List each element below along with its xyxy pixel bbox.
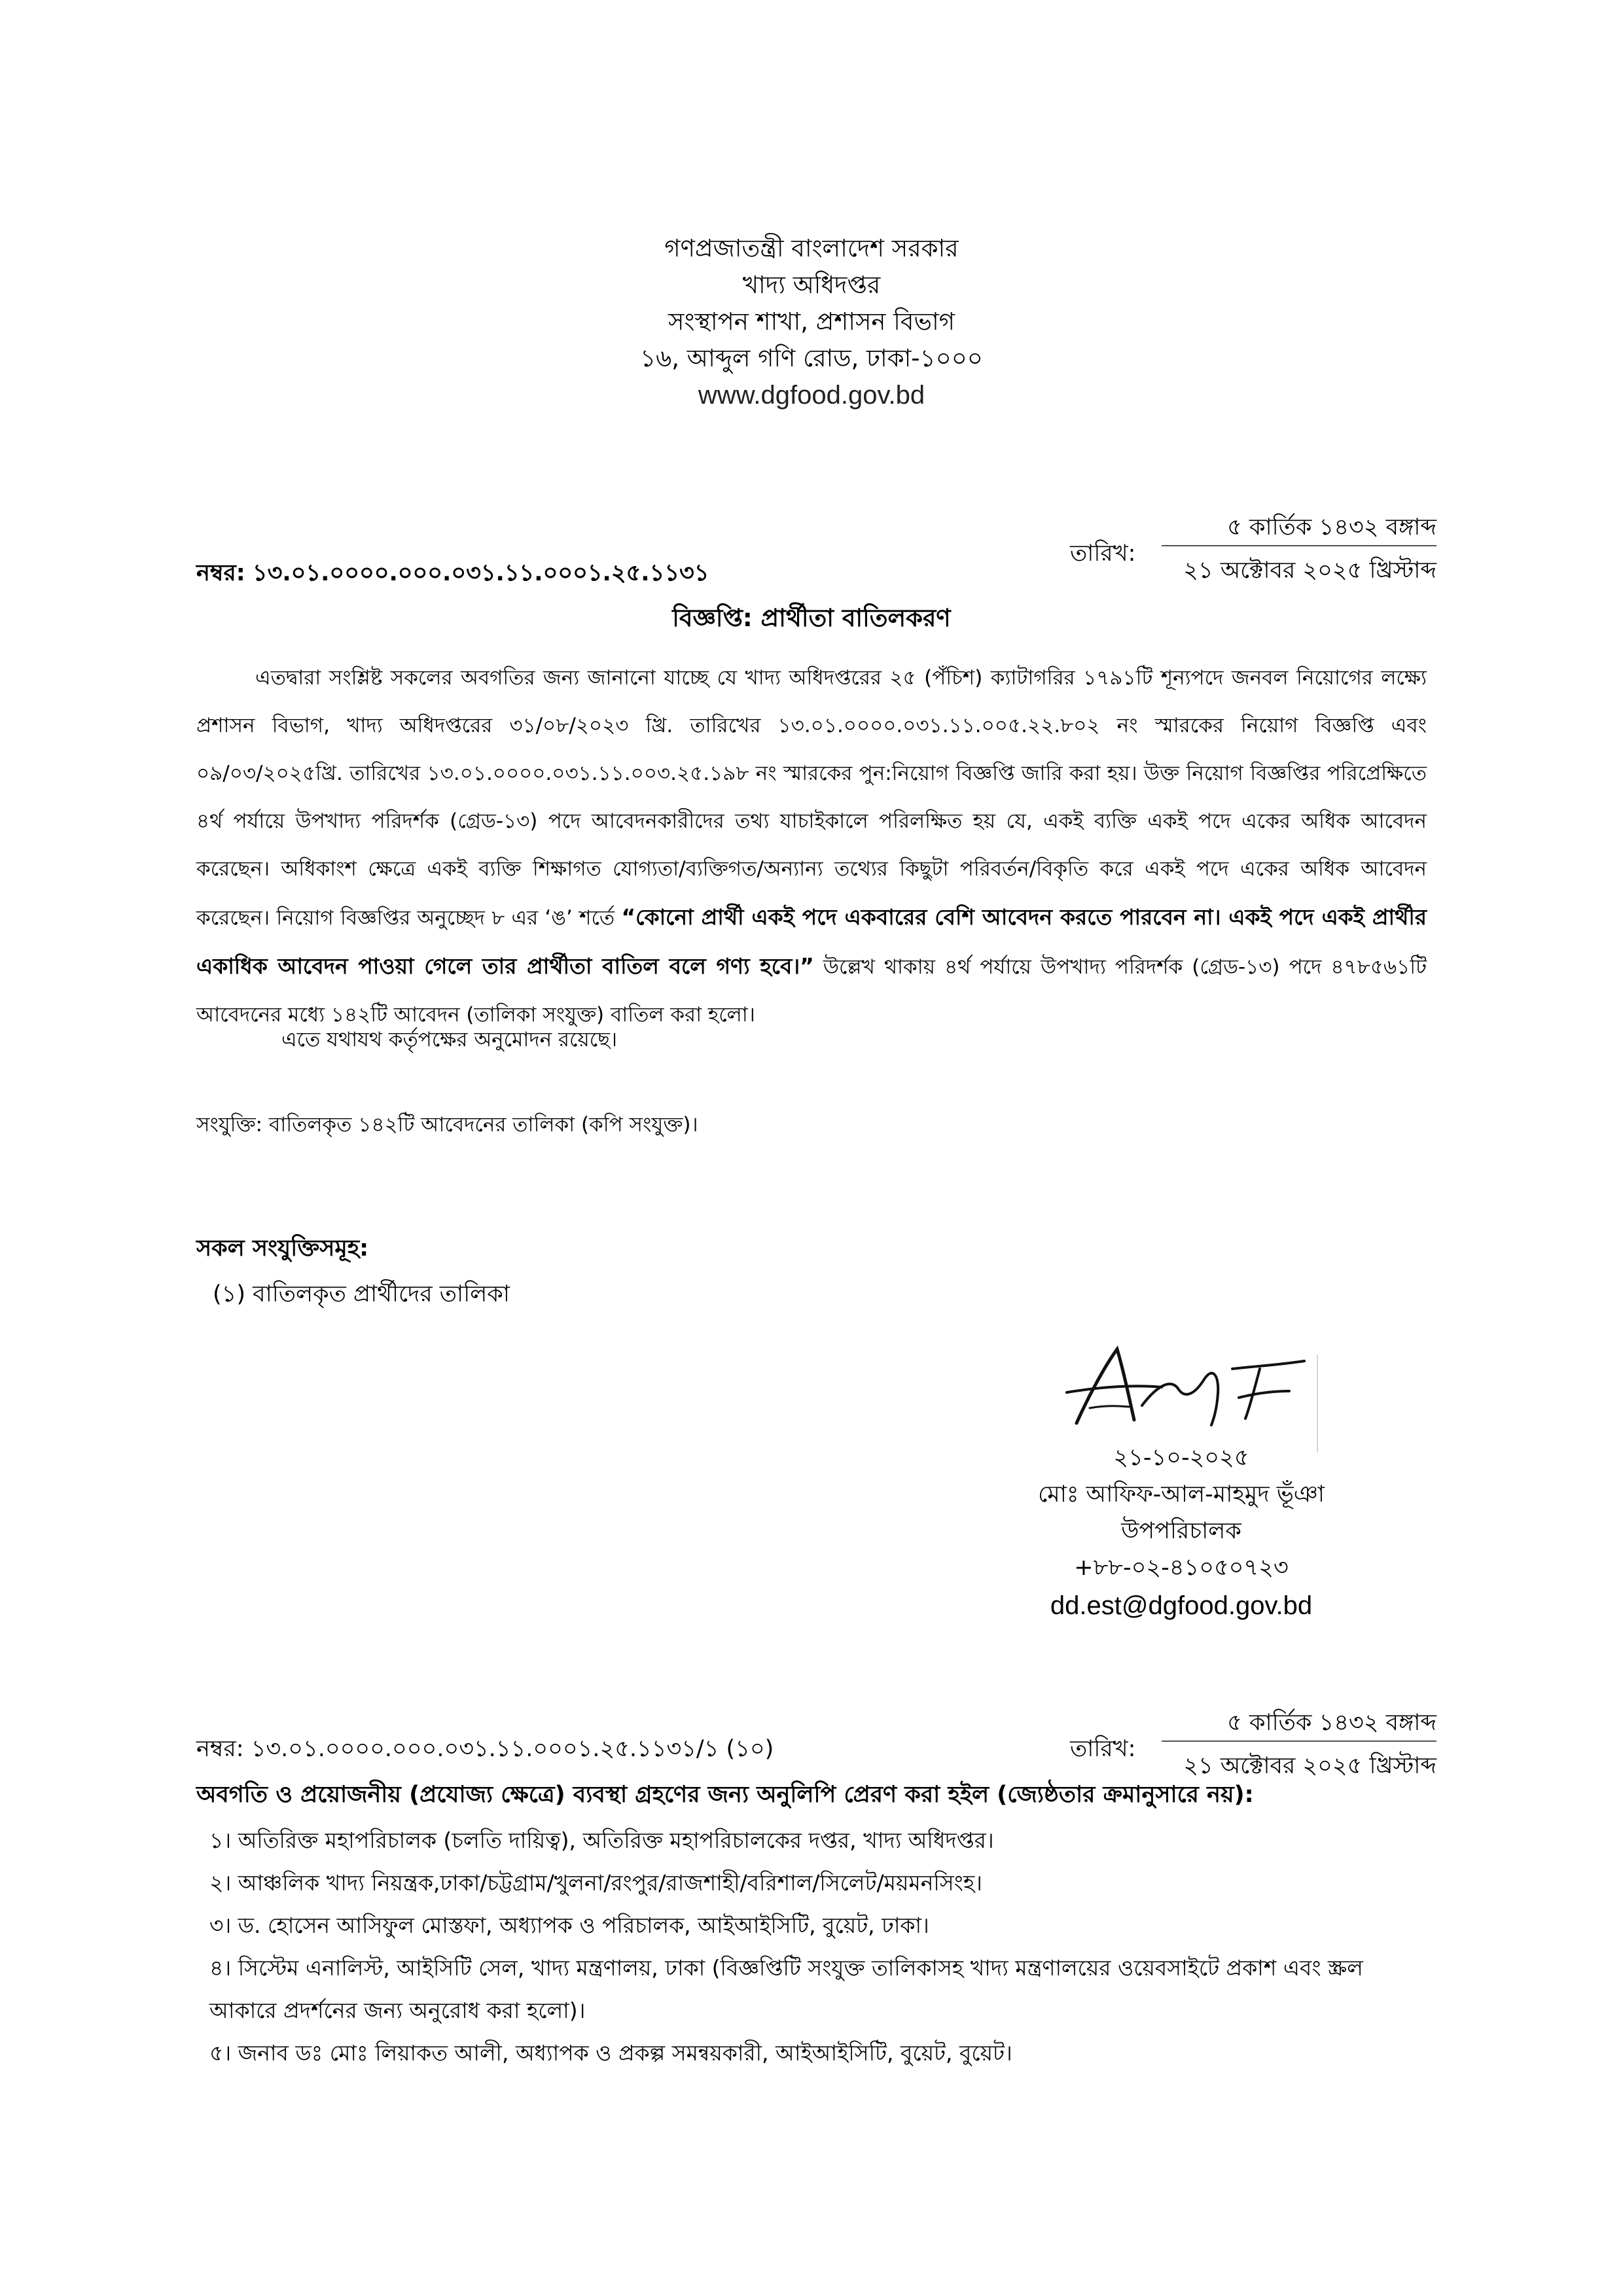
list-item: ৫। জনাব ডঃ মোঃ লিয়াকত আলী, অধ্যাপক ও প্রকল্প সমন্বয়কারী, আইআইসিটি, বুয়েট, বুয়েট।	[209, 2040, 1012, 2066]
body-text-part2: উল্লেখ থাকায় ৪র্থ পর্যায়ে উপখাদ্য পরিদর্শক (গ্রেড-১৩) পদে ৪৭৮৫৬১টি আবেদনের মধ্যে ১৪২টি আবেদন (তালিকা সংযুক্ত) বাতিল করা হলো।	[196, 955, 1427, 1027]
signature-divider	[1317, 1354, 1318, 1453]
memo-number-value: ১৩.০১.০০০০.০০০.০৩১.১১.০০০১.২৫.১১৩১	[252, 560, 709, 586]
signer-block	[1008, 1439, 1355, 1625]
copy-date-bengali: ৫ কার্তিক ১৪৩২ বঙ্গাব্দ	[1227, 1710, 1436, 1736]
body-text-part1: এতদ্বারা সংশ্লিষ্ট সকলের অবগতির জন্য জানানো যাচ্ছে যে খাদ্য অধিদপ্তরের ২৫ (পঁচিশ) ক্যাটাগরির ১৭৯১টি শূন্যপদে জনবল নিয়োগের লক্ষ্যে প্রশাসন বিভাগ, খাদ্য অধিদপ্তরের ৩১/০৮/২০২৩ খ্রি. তারিখের ১৩.০১.০০০০.০৩১.১১.০০৫.২২.৮০২ নং স্মারকের নিয়োগ বিজ্ঞপ্তি এবং ০৯/০৩/২০২৫খ্রি. তারিখের ১৩.০১.০০০০.০৩১.১১.০০৩.২৫.১৯৮ নং স্মারকের পুন:নিয়োগ বিজ্ঞপ্তি জারি করা হয়। উক্ত নিয়োগ বিজ্ঞপ্তির পরিপ্রেক্ষিতে ৪র্থ পর্যায়ে উপখাদ্য পরিদর্শক (গ্রেড-১৩) পদে আবেদনকারীদের তথ্য যাচাইকালে পরিলক্ষিত হয় যে, একই ব্যক্তি একই পদে একের অধিক আবেদন করেছেন। অধিকাংশ ক্ষেত্রে একই ব্যক্তি শিক্ষাগত যোগ্যতা/ব্যক্তিগত/অন্যান্য তথ্যের কিছুটা পরিবর্তন/বিকৃতি করে একই পদে একের অধিক আবেদন করেছেন। নিয়োগ বিজ্ঞপ্তির অনুচ্ছেদ ৮ এর ‘ঙ’ শর্তে	[196, 666, 1427, 930]
section-name: সংস্থাপন শাখা, প্রশাসন বিভাগ	[668, 308, 955, 336]
memo-number-label: নম্বর:	[196, 560, 245, 586]
signer-name: মোঃ আফিফ-আল-মাহমুদ ভূঁঞা	[1038, 1481, 1325, 1508]
date-divider	[1162, 545, 1436, 546]
copy-memo-number	[196, 1731, 774, 1769]
notice-body	[196, 654, 1427, 1039]
signature-icon	[1063, 1335, 1312, 1433]
list-item: ৩। ড. হোসেন আসিফুল মোস্তফা, অধ্যাপক ও পরিচালক, আইআইসিটি, বুয়েট, ঢাকা।	[209, 1913, 929, 1938]
signer-designation: উপপরিচালক	[1121, 1518, 1241, 1544]
signer-phone: +৮৮-০২-৪১০৫০৭২৩	[1074, 1555, 1289, 1581]
body-emphasis-quote: “কোনো প্রার্থী একই পদে একবারের বেশি আবেদন করতে পারবেন না। একই পদে একই প্রার্থীর একাধিক আবেদন পাওয়া গেলে তার প্রার্থীতা বাতিল বলে গণ্য হবে।”	[196, 904, 1427, 979]
date-english: ২১ অক্টোবর ২০২৫ খ্রিস্টাব্দ	[1183, 557, 1436, 584]
attachment-link-candidate-list[interactable]: (১) বাতিলকৃত প্রার্থীদের তালিকা	[213, 1281, 510, 1307]
copy-date-label: তারিখ:	[1070, 1736, 1136, 1762]
signature-date: ২১-১০-২০২৫	[1113, 1445, 1249, 1471]
website-link[interactable]: www.dgfood.gov.bd	[698, 381, 925, 410]
government-name: গণপ্রজাতন্ত্রী বাংলাদেশ সরকার	[664, 234, 959, 262]
distribution-list	[209, 1819, 1427, 2074]
notice-subject: বিজ্ঞপ্তি: প্রার্থীতা বাতিলকরণ	[672, 604, 951, 632]
approval-note: এতে যথাযথ কর্তৃপক্ষের অনুমোদন রয়েছে।	[281, 1028, 618, 1051]
list-item: ১। অতিরিক্ত মহাপরিচালক (চলতি দায়িত্ব), অতিরিক্ত মহাপরিচালকের দপ্তর, খাদ্য অধিদপ্তর।	[209, 1828, 994, 1853]
signer-email-link[interactable]: dd.est@dgfood.gov.bd	[1050, 1591, 1313, 1620]
distribution-heading: অবগতি ও প্রয়োজনীয় (প্রযোজ্য ক্ষেত্রে) ব্যবস্থা গ্রহণের জন্য অনুলিপি প্রেরণ করা হইল (জ্যেষ্ঠতার ক্রমানুসারে নয়):	[196, 1782, 1254, 1808]
copy-date-english: ২১ অক্টোবর ২০২৫ খ্রিস্টাব্দ	[1183, 1753, 1436, 1779]
memo-number	[196, 555, 709, 593]
copy-memo-number-value: ১৩.০১.০০০০.০০০.০৩১.১১.০০০১.২৫.১১৩১/১ (১০)	[251, 1736, 774, 1762]
date-label: তারিখ:	[1070, 540, 1136, 567]
attachments-heading: সকল সংযুক্তিসমূহ:	[196, 1235, 369, 1262]
date-bengali: ৫ কার্তিক ১৪৩২ বঙ্গাব্দ	[1227, 514, 1436, 540]
list-item: ৪। সিস্টেম এনালিস্ট, আইসিটি সেল, খাদ্য মন্ত্রণালয়, ঢাকা (বিজ্ঞপ্তিটি সংযুক্ত তালিকাসহ খাদ্য মন্ত্রণালয়ের ওয়েবসাইটে প্রকাশ এবং স্ক্রল আকারে প্রদর্শনের জন্য অনুরোধ করা হলো)।	[209, 1955, 1363, 2023]
memo-date	[1070, 509, 1436, 594]
enclosure-note: সংযুক্তি: বাতিলকৃত ১৪২টি আবেদনের তালিকা (কপি সংযুক্ত)।	[196, 1113, 698, 1137]
office-address: ১৬, আব্দুল গণি রোড, ঢাকা-১০০০	[640, 344, 983, 372]
copy-memo-number-label: নম্বর:	[196, 1736, 244, 1762]
department-name: খাদ্য অধিদপ্তর	[742, 271, 881, 299]
list-item: ২। আঞ্চলিক খাদ্য নিয়ন্ত্রক,ঢাকা/চট্টগ্রাম/খুলনা/রংপুর/রাজশাহী/বরিশাল/সিলেট/ময়মনসিংহ।	[209, 1870, 982, 1896]
letterhead	[0, 230, 1623, 414]
copy-date-divider	[1162, 1740, 1436, 1742]
